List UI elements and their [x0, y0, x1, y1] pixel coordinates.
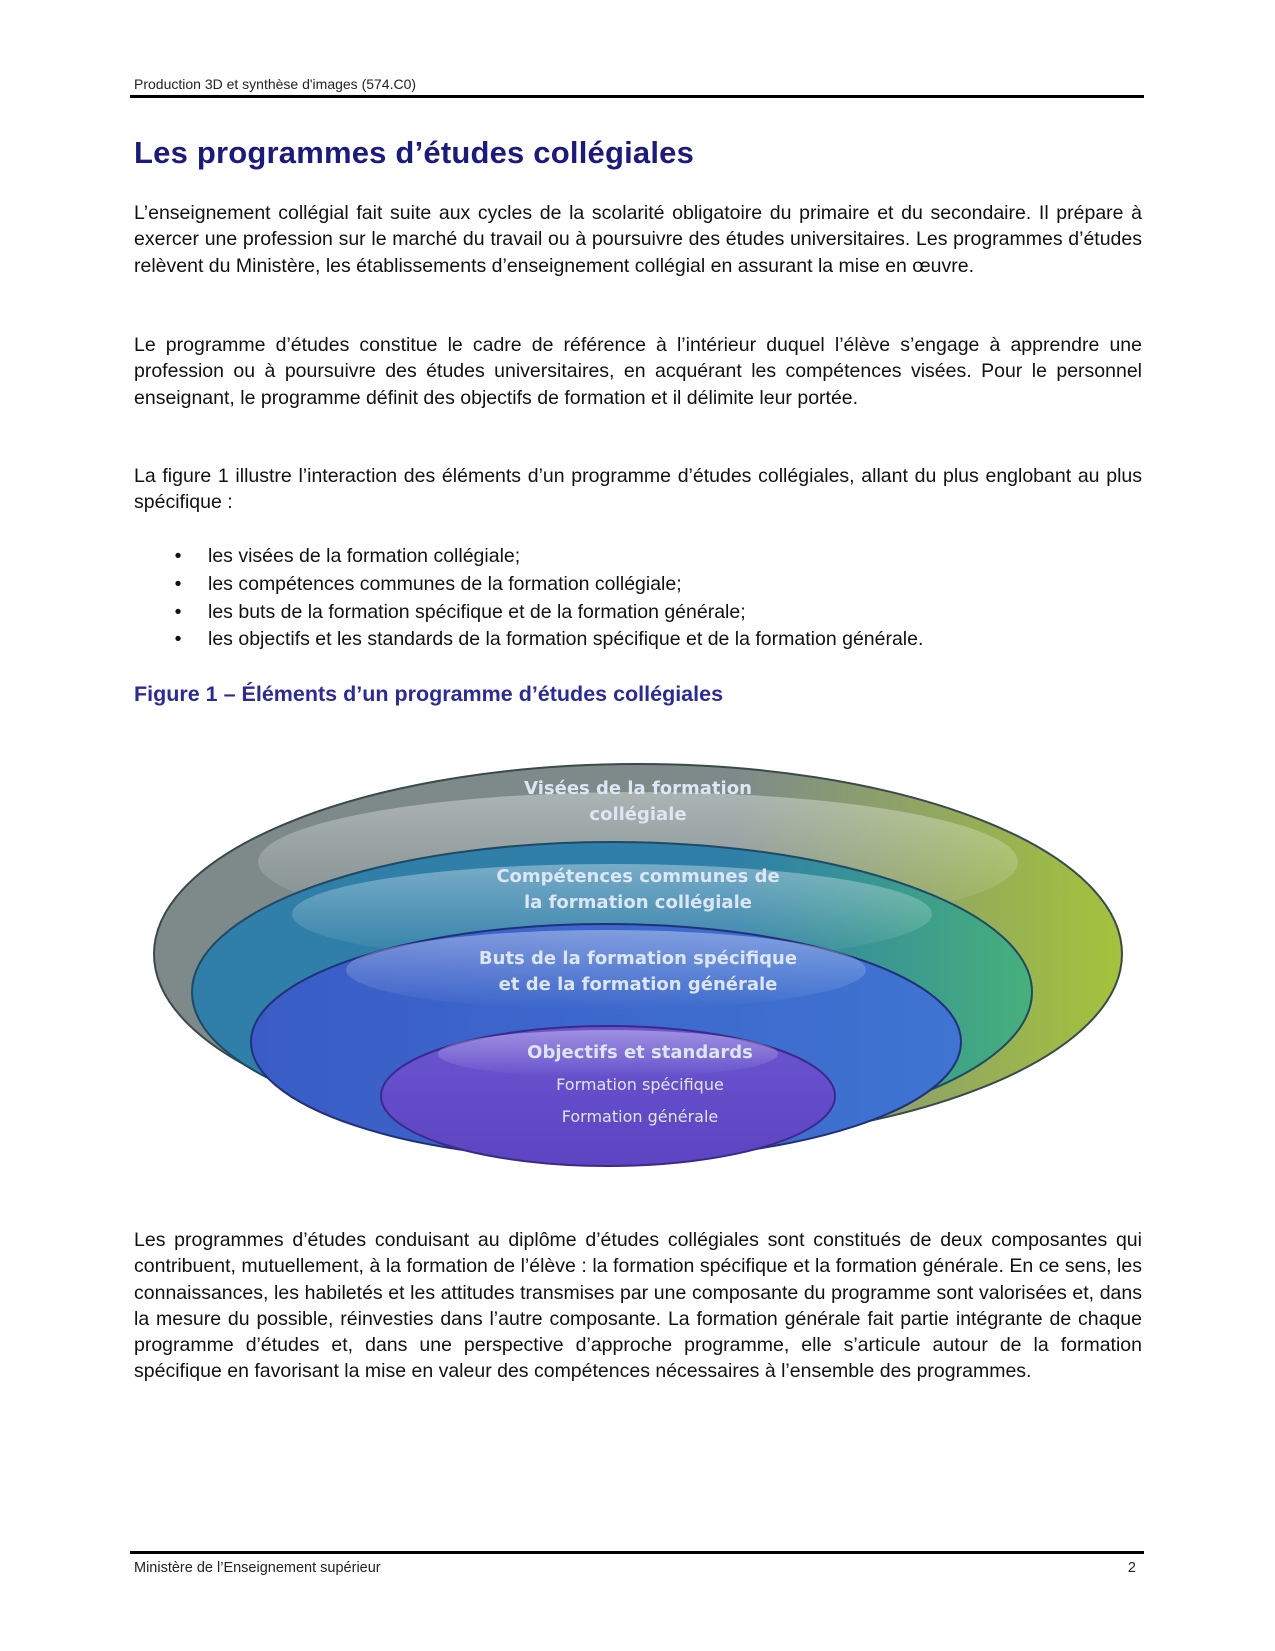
layer-buts-label-1: Buts de la formation spécifique	[478, 948, 798, 969]
page-number: 2	[1127, 1560, 1136, 1576]
list-item-text: les compétences communes de la formation collégiale;	[208, 572, 682, 595]
list-item-text: les visées de la formation collégiale;	[208, 545, 521, 567]
bullet-icon: •	[174, 600, 182, 623]
paragraph-components: Les programmes d’études conduisant au diplôme d’études collégiales sont constitués de deux composantes qui contribuent, mutuellement, à la formation de l’élève : la formation spécifique et la formation générale. En ce sens, les connaissances, les habiletés et les attitudes transmises par une composante du programme sont valorisées et, dans la mesure du possible, réinvesties dans l’autre composante. La formation générale fait partie intégrante de chaque programme d’études et, dans une perspective d’approche programme, elle s’articule autour de la formation spécifique en favorisant la mise en valeur des compétences nécessaires à l’ensemble des programmes.	[134, 1229, 1142, 1383]
list-item	[170, 599, 1070, 627]
layer-buts-label-2: et de la formation générale	[498, 974, 778, 995]
layer-visees-label-2: collégiale	[589, 804, 687, 825]
list-item	[170, 626, 1070, 654]
layer-competences-label-1: Compétences communes de	[496, 866, 780, 887]
element-list	[170, 543, 1070, 654]
layer-objectifs-label-2: Formation spécifique	[556, 1075, 724, 1094]
paragraph-intro: L’enseignement collégial fait suite aux cycles de la scolarité obligatoire du primaire et du secondaire. Il prépare à exercer une profession sur le marché du travail ou à poursuivre des études universitaires. Les programmes d’études relèvent du Ministère, les établissements d’enseignement collégial en assurant la mise en œuvre.	[134, 202, 1142, 277]
layer-visees-label-1: Visées de la formation	[524, 778, 752, 799]
footer-ministry: Ministère de l’Enseignement supérieur	[134, 1560, 381, 1576]
paragraph-framework: Le programme d’études constitue le cadre de référence à l’intérieur duquel l’élève s’engage à apprendre une profession ou à poursuivre des études universitaires, en acquérant les compétences visées. Pour le personnel enseignant, le programme définit des objectifs de formation et il délimite leur portée.	[134, 334, 1142, 409]
bullet-icon: •	[174, 628, 182, 651]
layer-buts-highlight	[346, 930, 866, 1010]
list-item	[170, 571, 1070, 599]
footer-rule	[130, 1551, 1144, 1554]
paragraph-figure-intro: La figure 1 illustre l’interaction des éléments d’un programme d’études collégiales, allant du plus englobant au plus spécifique :	[134, 465, 1142, 514]
list-item	[170, 543, 1070, 571]
list-item-text: les objectifs et les standards de la formation spécifique et de la formation générale.	[208, 628, 924, 651]
layer-competences-label-2: la formation collégiale	[524, 892, 752, 913]
list-item-text: les buts de la formation spécifique et de la formation générale;	[208, 600, 746, 623]
nested-ellipse-diagram	[150, 742, 1126, 1174]
page-title: Les programmes d’études collégiales	[134, 135, 695, 170]
header-rule	[130, 95, 1144, 98]
figure-caption: Figure 1 – Éléments d’un programme d’études collégiales	[134, 682, 724, 706]
bullet-icon: •	[174, 545, 182, 567]
bullet-icon: •	[174, 572, 182, 595]
running-header: Production 3D et synthèse d'images (574.C0)	[134, 76, 417, 92]
layer-objectifs-label-3: Formation générale	[561, 1107, 719, 1126]
layer-objectifs-label-1: Objectifs et standards	[527, 1042, 753, 1063]
